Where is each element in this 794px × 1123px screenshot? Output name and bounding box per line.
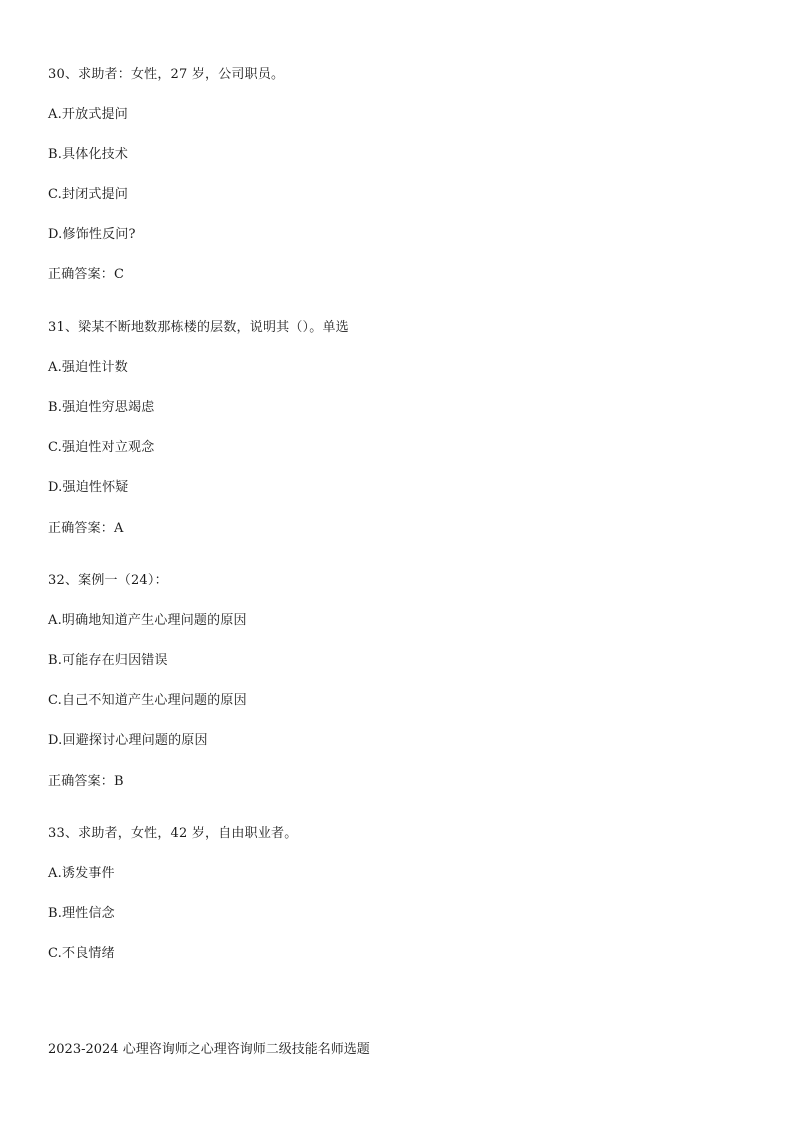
option-a: A.诱发事件 <box>48 866 115 881</box>
question-stem: 31、梁某不断地数那栋楼的层数，说明其（）。单选 <box>48 320 349 335</box>
page-footer-title: 2023-2024 心理咨询师之心理咨询师二级技能名师选题 <box>48 1042 370 1057</box>
option-a: A.开放式提问 <box>48 107 128 122</box>
question-stem: 30、求助者：女性，27 岁，公司职员。 <box>48 67 285 82</box>
question-stem: 32、案例一（24）： <box>48 573 168 588</box>
question-stem: 33、求助者，女性，42 岁，自由职业者。 <box>48 826 298 841</box>
option-b: B.可能存在归因错误 <box>48 653 168 668</box>
option-b: B.强迫性穷思竭虑 <box>48 400 155 415</box>
option-c: C.自己不知道产生心理问题的原因 <box>48 693 247 708</box>
option-a: A.强迫性计数 <box>48 360 128 375</box>
option-c: C.强迫性对立观念 <box>48 440 155 455</box>
option-c: C.封闭式提问 <box>48 187 129 202</box>
option-d: D.回避探讨心理问题的原因 <box>48 733 208 748</box>
correct-answer: 正确答案：A <box>48 521 124 536</box>
option-b: B.理性信念 <box>48 906 115 921</box>
correct-answer: 正确答案：C <box>48 267 125 282</box>
correct-answer: 正确答案：B <box>48 774 124 789</box>
option-c: C.不良情绪 <box>48 946 115 961</box>
option-d: D.强迫性怀疑 <box>48 480 129 495</box>
option-d: D.修饰性反问? <box>48 227 136 242</box>
option-b: B.具体化技术 <box>48 147 129 162</box>
option-a: A.明确地知道产生心理问题的原因 <box>48 613 247 628</box>
